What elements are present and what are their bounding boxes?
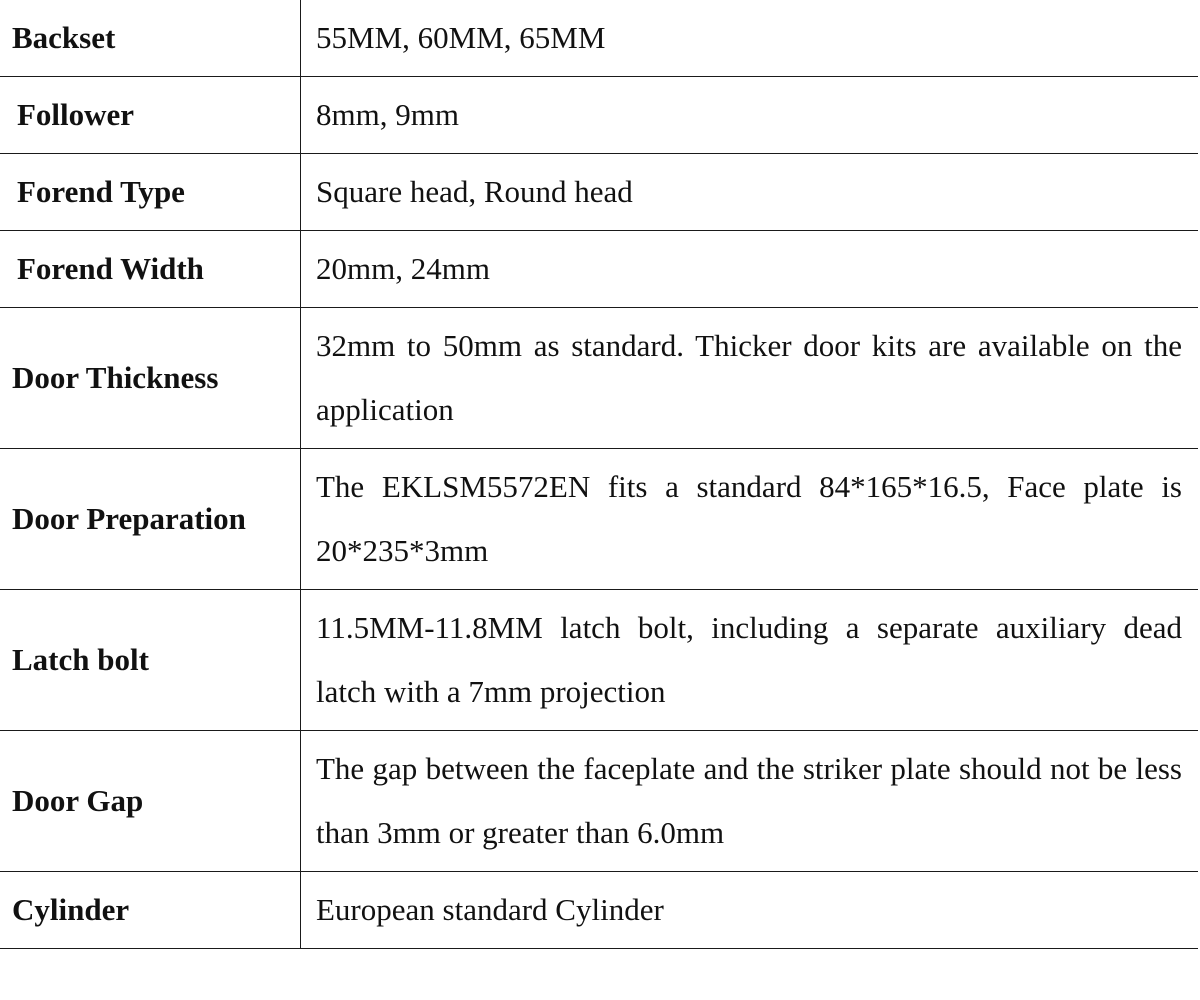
row-label: Door Thickness xyxy=(0,308,301,449)
row-value: The gap between the faceplate and the striker plate should not be less than 3mm or greater than 6.0mm xyxy=(301,731,1199,872)
table-row xyxy=(0,77,1198,154)
table-row xyxy=(0,731,1198,872)
row-label: Door Preparation xyxy=(0,449,301,590)
row-label: Forend Type xyxy=(0,154,301,231)
row-label: Latch bolt xyxy=(0,590,301,731)
row-label: Backset xyxy=(0,0,301,77)
row-value: 55MM, 60MM, 65MM xyxy=(301,0,1199,77)
row-label: Door Gap xyxy=(0,731,301,872)
table-row xyxy=(0,872,1198,949)
table-row xyxy=(0,449,1198,590)
row-value: The EKLSM5572EN fits a standard 84*165*16.5, Face plate is 20*235*3mm xyxy=(301,449,1199,590)
row-value: Square head, Round head xyxy=(301,154,1199,231)
row-label: Cylinder xyxy=(0,872,301,949)
row-value: 8mm, 9mm xyxy=(301,77,1199,154)
table-row xyxy=(0,308,1198,449)
row-value: 11.5MM-11.8MM latch bolt, including a separate auxiliary dead latch with a 7mm projection xyxy=(301,590,1199,731)
table-row xyxy=(0,154,1198,231)
row-value: 32mm to 50mm as standard. Thicker door kits are available on the application xyxy=(301,308,1199,449)
row-label: Follower xyxy=(0,77,301,154)
row-value: 20mm, 24mm xyxy=(301,231,1199,308)
table-row xyxy=(0,590,1198,731)
table-row xyxy=(0,0,1198,77)
row-value: European standard Cylinder xyxy=(301,872,1199,949)
table-row xyxy=(0,231,1198,308)
row-label: Forend Width xyxy=(0,231,301,308)
